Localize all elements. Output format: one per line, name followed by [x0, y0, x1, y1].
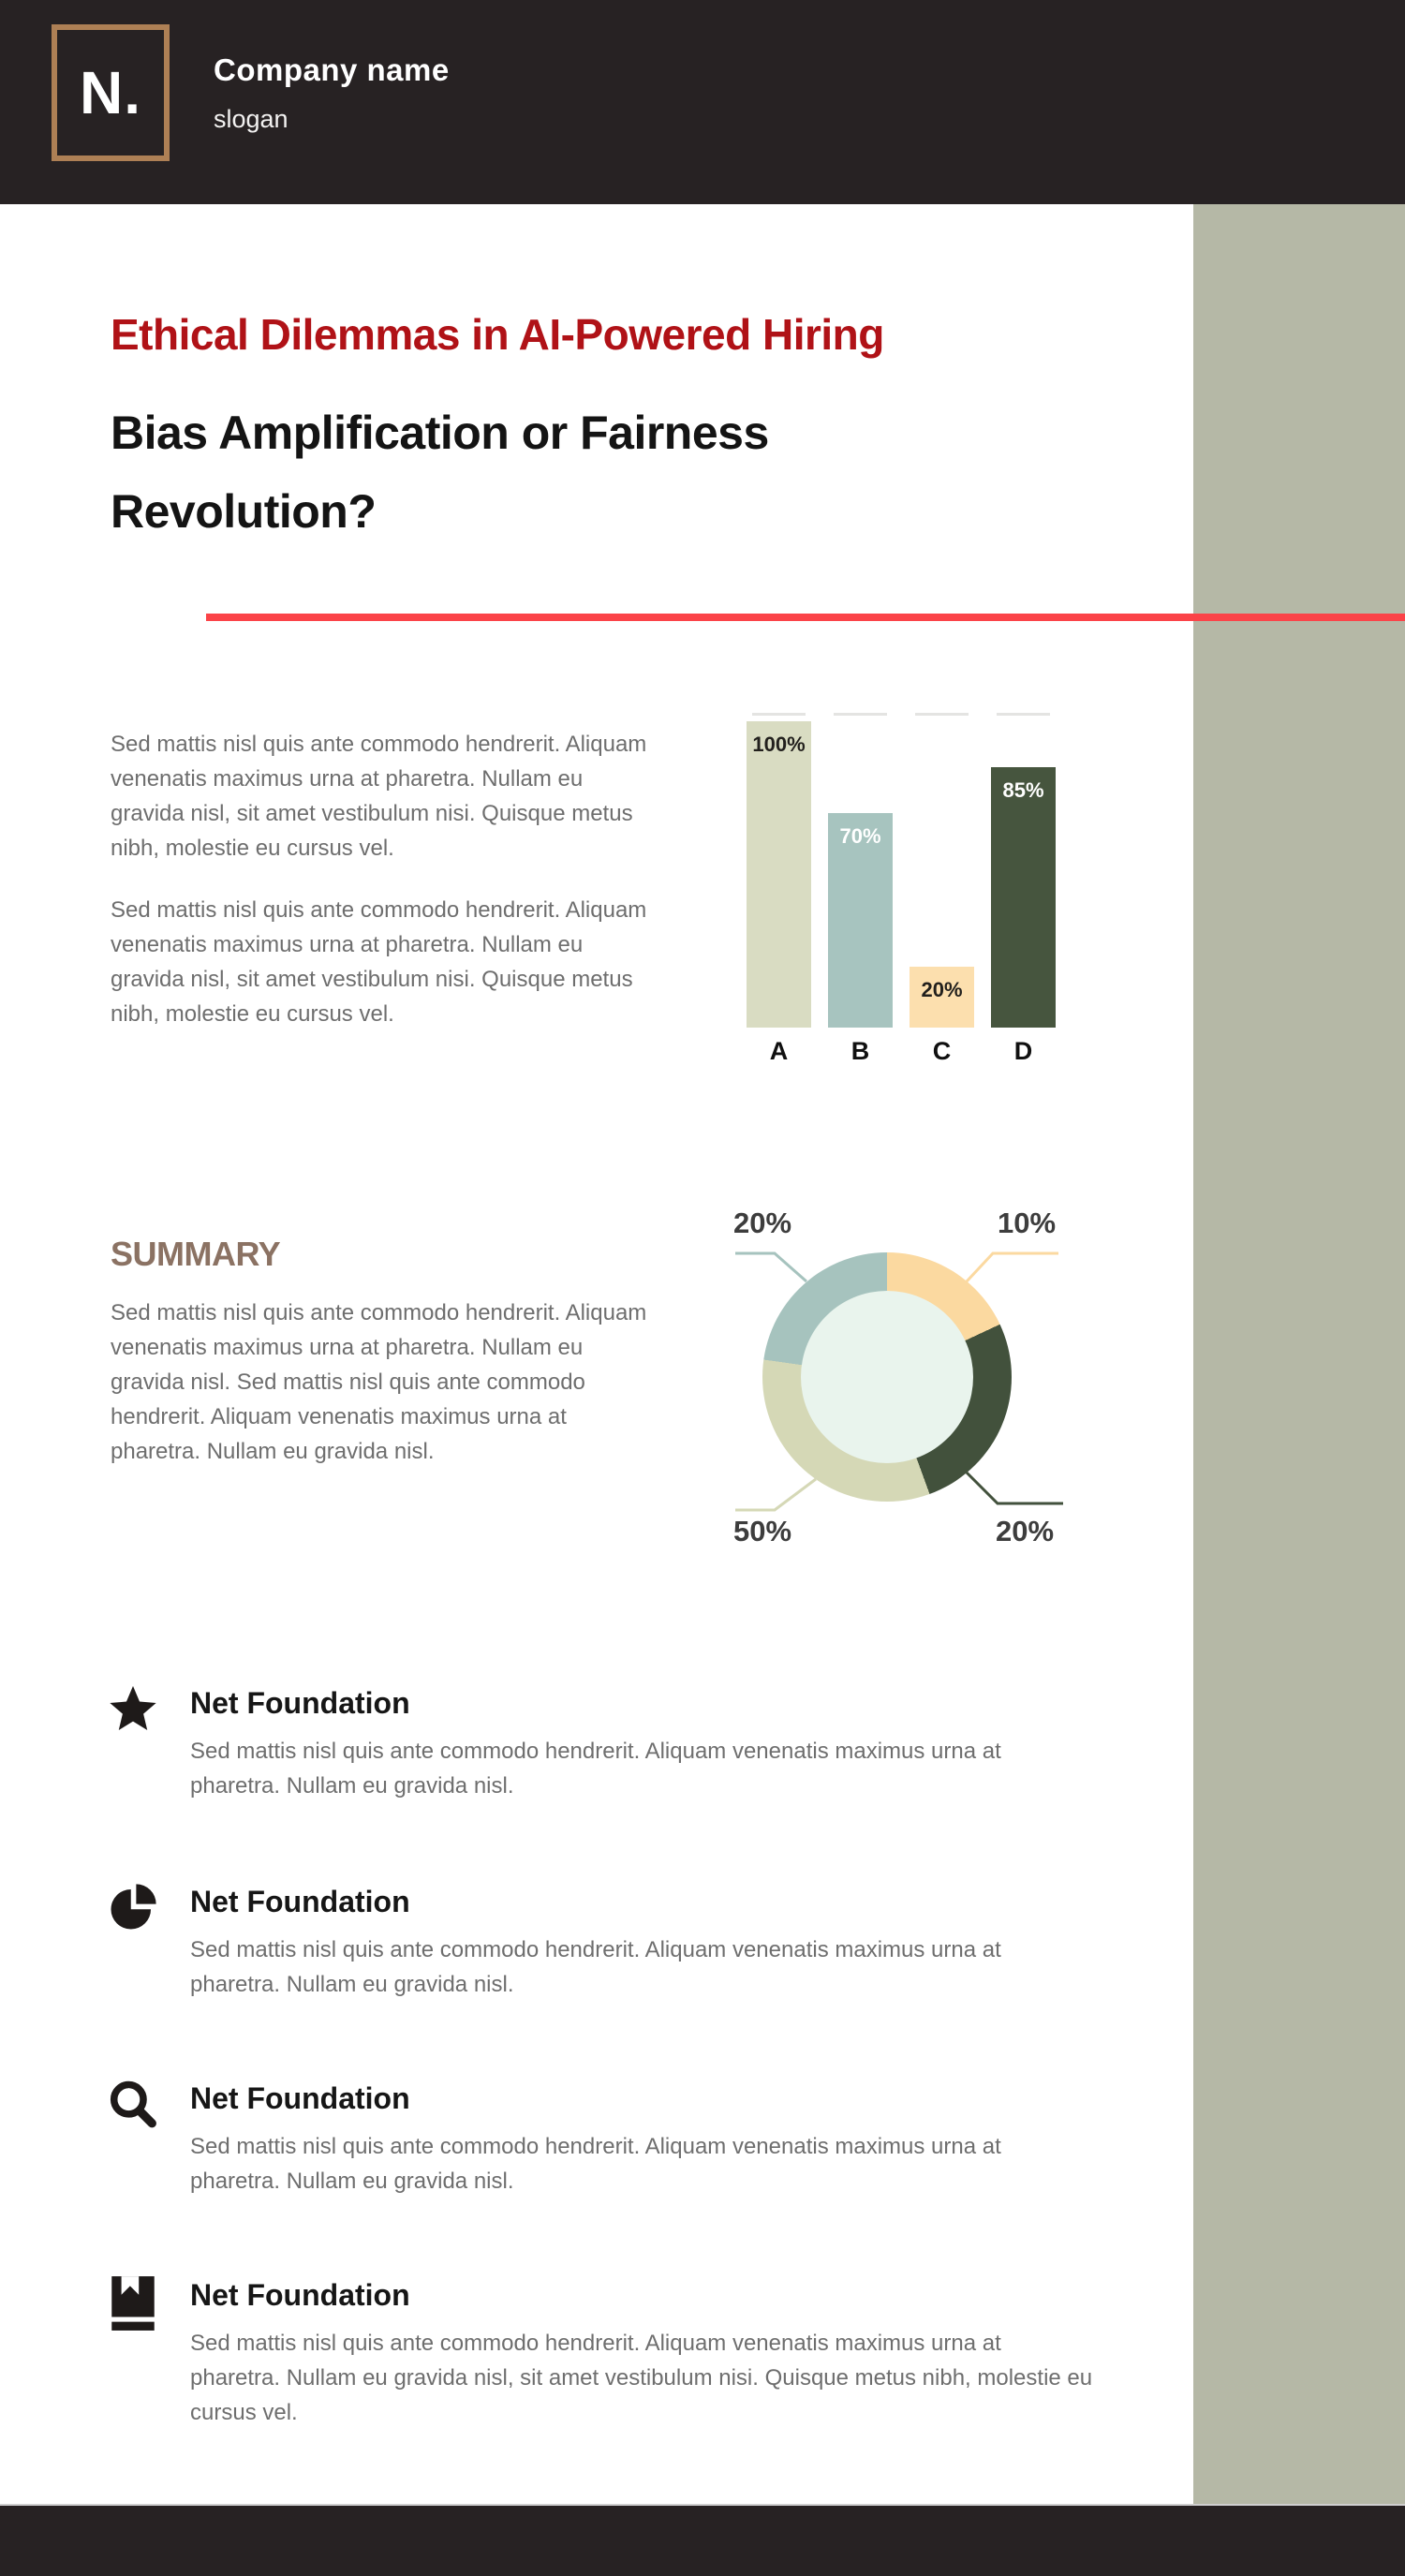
footer-bar	[0, 2506, 1405, 2576]
bar-track-tick	[834, 713, 887, 716]
feature-description: Sed mattis nisl quis ante commodo hendrerit. Aliquam venenatis maximus urna at pharetra. Nullam eu gravida nisl.	[190, 1739, 1001, 1799]
feature-title: Net Foundation	[190, 1686, 410, 1720]
feature-description: Sed mattis nisl quis ante commodo hendrerit. Aliquam venenatis maximus urna at pharetra. Nullam eu gravida nisl.	[190, 1937, 1001, 1997]
header-bar	[0, 0, 1405, 204]
summary-heading: SUMMARY	[111, 1235, 281, 1273]
feature-title: Net Foundation	[190, 2278, 410, 2312]
bar-a	[747, 721, 811, 1028]
feature-item	[105, 1686, 1107, 1803]
donut-label-bottom-right: 20%	[996, 1515, 1055, 1547]
bar-column-c	[910, 721, 974, 1028]
bar-column-a	[747, 721, 811, 1028]
intro-text-block	[111, 727, 652, 1031]
feature-description: Sed mattis nisl quis ante commodo hendrerit. Aliquam venenatis maximus urna at pharetra. Nullam eu gravida nisl.	[190, 2134, 1001, 2194]
donut-label-top-right: 10%	[998, 1207, 1057, 1239]
bar-category-label: C	[932, 1037, 952, 1065]
feature-title: Net Foundation	[190, 1885, 410, 1918]
logo-letter: N.	[80, 59, 141, 126]
book-icon	[105, 2274, 161, 2332]
bar-track-tick	[915, 713, 969, 716]
donut-label-top-left: 20%	[733, 1207, 792, 1239]
feature-item	[105, 2278, 1107, 2430]
feature-description: Sed mattis nisl quis ante commodo hendrerit. Aliquam venenatis maximus urna at pharetra. Nullam eu gravida nisl, sit amet vestibulum nisi. Quisque metus nibh, molestie eu cursus vel.	[190, 2331, 1093, 2425]
bar-track-tick	[997, 713, 1050, 716]
donut-label-bottom-left: 50%	[733, 1515, 792, 1547]
bar-c	[910, 967, 974, 1028]
bar-chart	[747, 721, 1057, 1028]
bar-chart-category-axis	[747, 1037, 1057, 1066]
intro-paragraph-1: Sed mattis nisl quis ante commodo hendrerit. Aliquam venenatis maximus urna at pharetra. Nullam eu gravida nisl, sit amet vestibulum nisi. Quisque metus nibh, molestie eu cursus vel.	[111, 732, 647, 861]
pie-chart-icon	[105, 1881, 161, 1939]
side-accent-band	[1193, 204, 1405, 2506]
bar-d	[991, 767, 1056, 1028]
summary-paragraph: Sed mattis nisl quis ante commodo hendrerit. Aliquam venenatis maximus urna at pharetra. Nullam eu gravida nisl. Sed mattis nisl quis ante commodo hendrerit. Aliquam venenatis maximus urna at pharetra. Nullam eu gravida nisl.	[111, 1300, 647, 1464]
bar-category-label: D	[1013, 1037, 1033, 1065]
bar-column-b	[828, 721, 893, 1028]
star-icon	[105, 1682, 161, 1740]
company-logo	[52, 24, 170, 161]
feature-item	[105, 2081, 1107, 2198]
kicker-heading: Ethical Dilemmas in AI-Powered Hiring	[111, 310, 884, 359]
company-slogan: slogan	[214, 105, 288, 133]
page-title: Bias Amplification or Fairness Revolution?	[111, 407, 769, 538]
company-name: Company name	[214, 52, 450, 87]
bar-b	[828, 813, 893, 1028]
intro-paragraph-2: Sed mattis nisl quis ante commodo hendrerit. Aliquam venenatis maximus urna at pharetra. Nullam eu gravida nisl, sit amet vestibulum nisi. Quisque metus nibh, molestie eu cursus vel.	[111, 897, 647, 1027]
search-icon	[105, 2078, 161, 2136]
feature-title: Net Foundation	[190, 2081, 410, 2115]
feature-item	[105, 1885, 1107, 2002]
red-divider-line	[206, 614, 1405, 621]
bar-track-tick	[752, 713, 806, 716]
bar-value-label: 85%	[1002, 778, 1044, 803]
bar-value-label: 20%	[921, 977, 963, 1001]
bar-column-d	[991, 721, 1056, 1028]
bar-value-label: 70%	[839, 824, 881, 849]
donut-chart	[707, 1192, 1110, 1576]
bar-category-label: B	[850, 1037, 870, 1065]
bar-category-label: A	[769, 1037, 789, 1065]
bar-value-label: 100%	[752, 733, 806, 756]
